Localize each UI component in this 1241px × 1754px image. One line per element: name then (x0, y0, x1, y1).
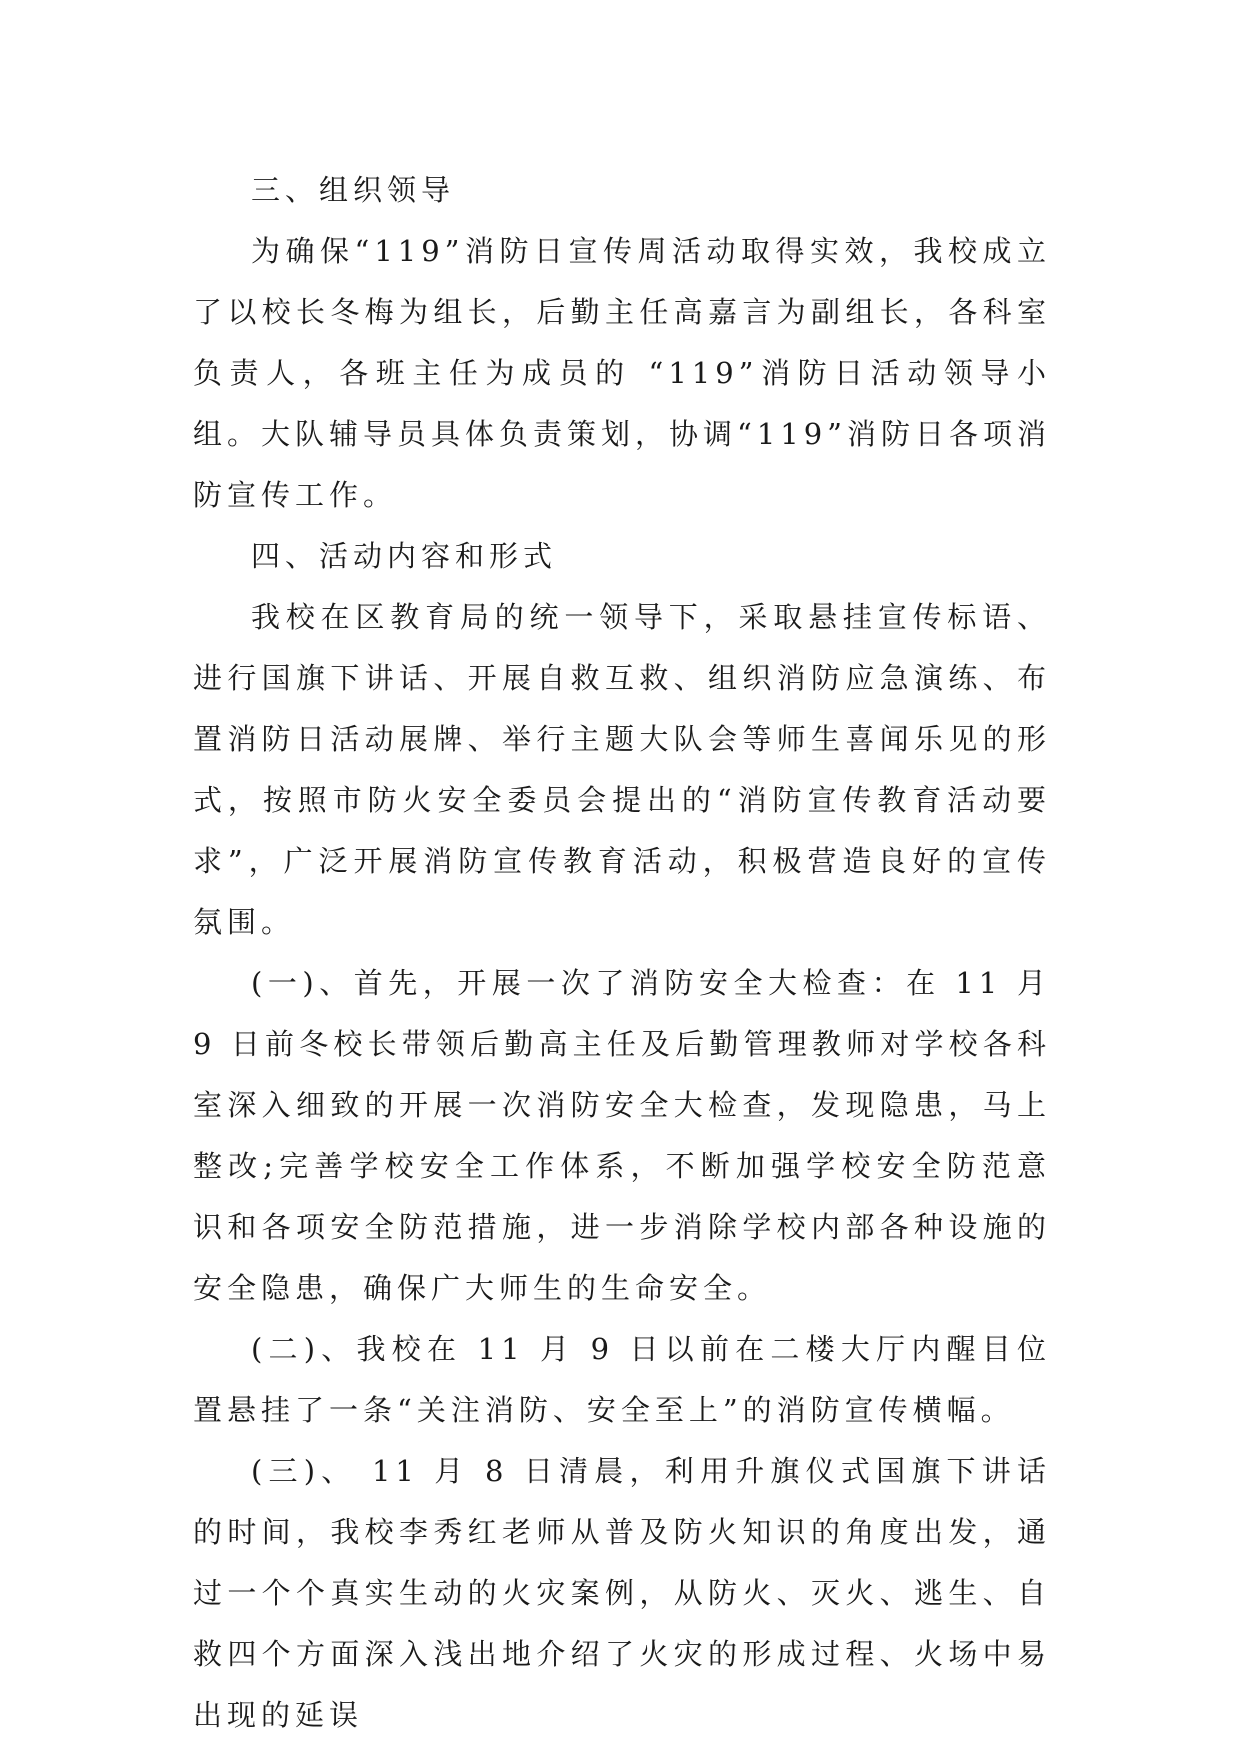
paragraph-activities-intro: 我校在区教育局的统一领导下，采取悬挂宣传标语、进行国旗下讲话、开展自救互救、组织消防应急演练、布置消防日活动展牌、举行主题大队会等师生喜闻乐见的形式，按照市防火安全委员会提出的“消防宣传教育活动要求”，广泛开展消防宣传教育活动，积极营造良好的宣传氛围。 (193, 600, 1051, 939)
paragraph-item-3: (三)、 11 月 8 日清晨，利用升旗仪式国旗下讲话的时间，我校李秀红老师从普及防火知识的角度出发，通过一个个真实生动的火灾案例，从防火、灭火、逃生、自救四个方面深入浅出地介绍了火灾的形成过程、火场中易出现的延误 (193, 1454, 1051, 1732)
document-body (193, 160, 1051, 1746)
paragraph-organization: 为确保“119”消防日宣传周活动取得实效，我校成立了以校长冬梅为组长，后勤主任高嘉言为副组长，各科室负责人，各班主任为成员的 “119”消防日活动领导小组。大队辅导员具体负责策划，协调“119”消防日各项消防宣传工作。 (193, 234, 1052, 512)
section-heading-organization: 三、组织领导 (251, 173, 456, 207)
paragraph-item-2: (二)、我校在 11 月 9 日以前在二楼大厅内醒目位置悬挂了一条“关注消防、安全至上”的消防宣传横幅。 (193, 1332, 1051, 1427)
section-heading-activities: 四、活动内容和形式 (251, 539, 558, 573)
paragraph-item-1: (一)、首先，开展一次了消防安全大检查：在 11 月 9 日前冬校长带领后勤高主任及后勤管理教师对学校各科室深入细致的开展一次消防安全大检查，发现隐患，马上整改;完善学校安全工作体系，不断加强学校安全防范意识和各项安全防范措施，进一步消除学校内部各种设施的安全隐患，确保广大师生的生命安全。 (193, 966, 1051, 1305)
